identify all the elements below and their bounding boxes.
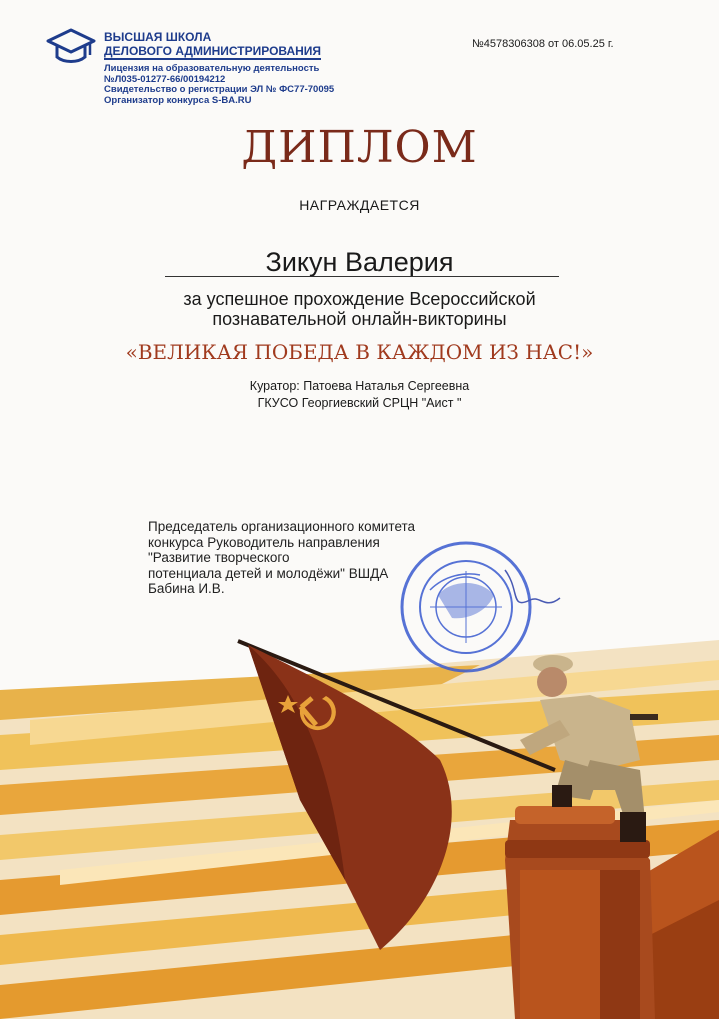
official-stamp: [402, 543, 560, 671]
reason-line: за успешное прохождение Всероссийской: [183, 289, 536, 309]
organization-name: [104, 30, 321, 60]
contest-name: «ВЕЛИКАЯ ПОБЕДА В КАЖДОМ ИЗ НАС!»: [125, 340, 594, 364]
chair-line: потенциала детей и молодёжи" ВШДА: [148, 565, 389, 581]
curator-line: ГКУСО Георгиевский СРЦН "Аист ": [257, 396, 462, 410]
reason-line: познавательной онлайн-викторины: [212, 309, 507, 329]
graduation-cap-icon: [46, 26, 96, 66]
license-info: [104, 64, 334, 106]
license-line: Организатор конкурса S-BA.RU: [104, 94, 252, 106]
license-line: Лицензия на образовательную деятельность: [104, 63, 320, 74]
chair-line: "Развитие творческого: [148, 550, 290, 565]
organization-name-line1: ВЫСШАЯ ШКОЛА: [104, 30, 212, 44]
document-number: №4578306308 от 06.05.25 г.: [472, 38, 614, 50]
diploma-title: ДИПЛОМ: [241, 122, 478, 173]
chair-line: конкурса Руководитель направления: [148, 534, 380, 550]
awarded-label: НАГРАЖДАЕТСЯ: [299, 197, 420, 213]
chair-line: Председатель организационного комитета: [148, 519, 416, 534]
chair-line: Бабина И.В.: [148, 581, 225, 596]
organization-name-line2: ДЕЛОВОГО АДМИНИСТРИРОВАНИЯ: [104, 44, 322, 58]
award-reason: [0, 289, 719, 329]
chair-signature-block: [148, 519, 415, 597]
curator-info: [0, 378, 719, 412]
curator-line: Куратор: Патоева Наталья Сергеевна: [249, 379, 470, 393]
recipient-name: Зикун Валерия: [265, 247, 454, 277]
recipient-underline: [165, 276, 559, 277]
license-line: Свидетельство о регистрации ЭЛ № ФС77-70095: [104, 84, 335, 95]
license-line: №Л035-01277-66/00194212: [104, 73, 226, 85]
